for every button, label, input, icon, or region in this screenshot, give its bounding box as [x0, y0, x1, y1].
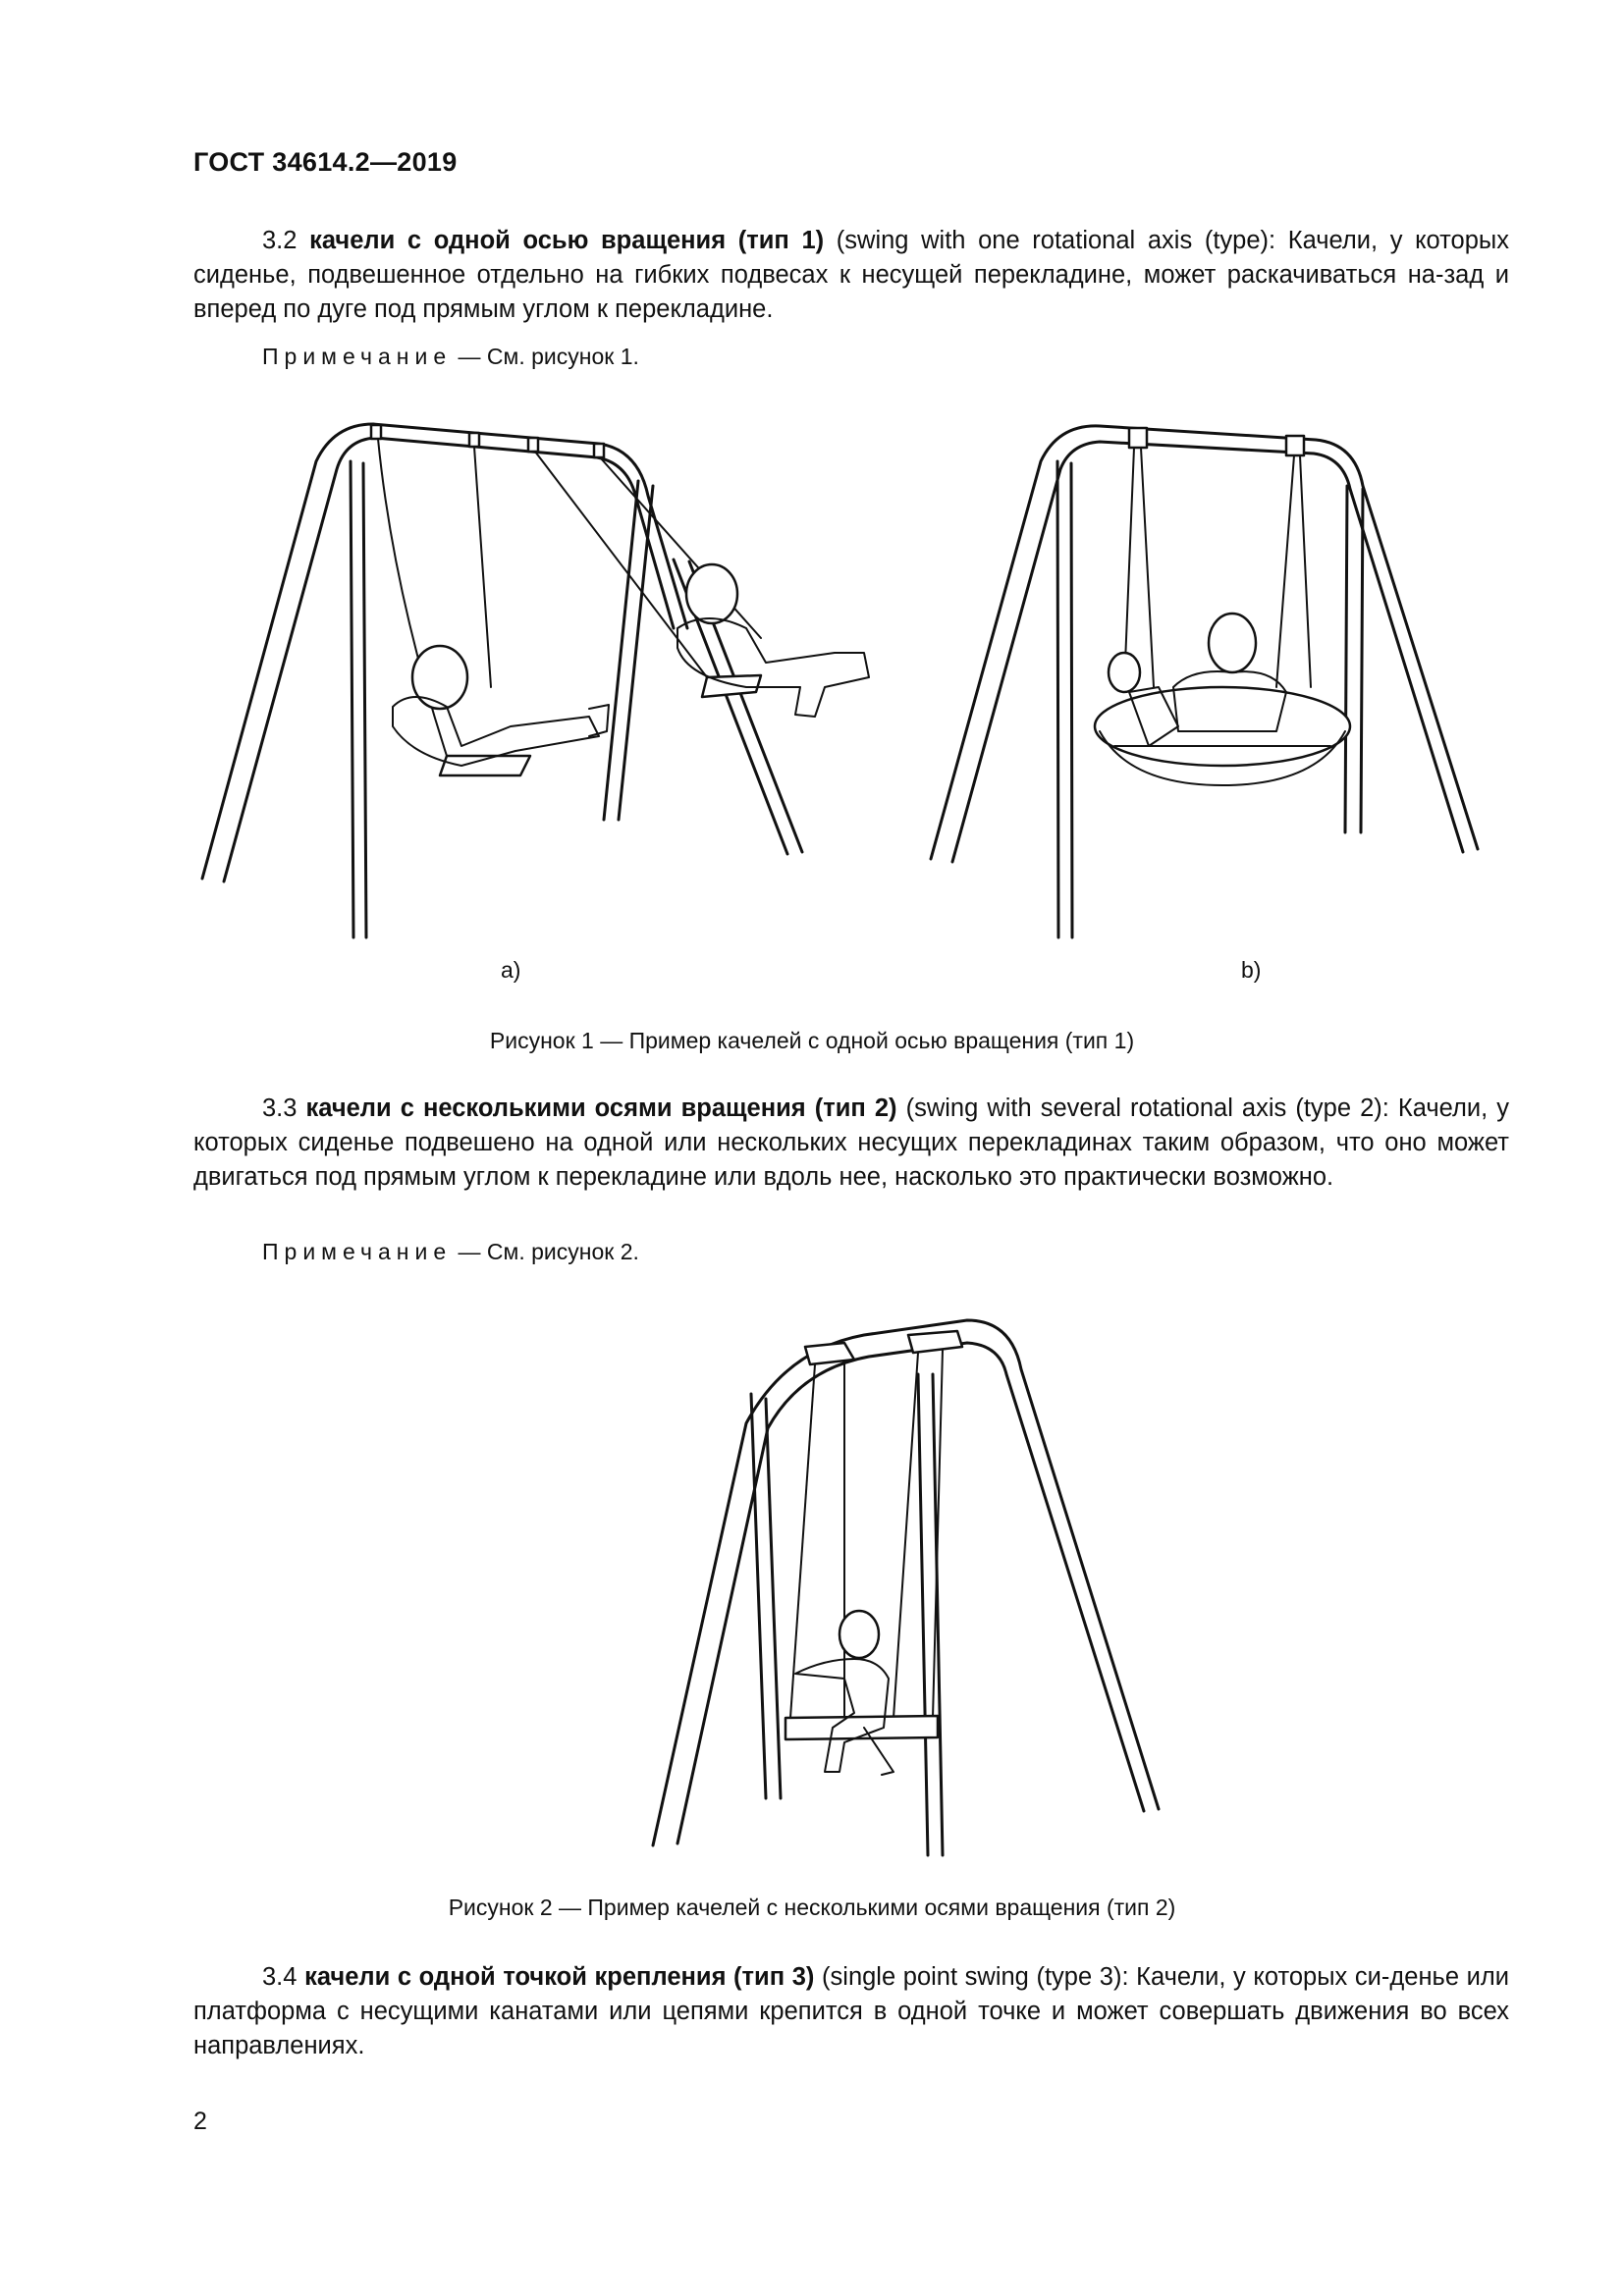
figure-1b-basket-swing-drawing [931, 426, 1478, 937]
definition: (swing with several rotational axis (type 2): Качели, у которых сиденье подвешено на одной или нескольких несущих перекладинах таким образом, что оно может двигаться под прямым углом к перекладине или вдоль нее, насколько это практически возможно. [193, 1095, 1509, 1191]
term: качели с одной осью вращения (тип 1) [309, 227, 825, 254]
note-text: — См. рисунок 1. [458, 344, 639, 369]
figure-2-swing-drawing [653, 1320, 1159, 1855]
note-label: Примечание [262, 1239, 453, 1264]
definition: (swing with one rotational axis (type): Качели, у которых сиденье, подвешенное отдельно на гибких подвесах к несущей перекладине, может раскачиваться на-зад и вперед по дуге под прямым углом к перекладине. [193, 227, 1509, 323]
note-3-3 [262, 1239, 639, 1265]
figure-1b-label: b) [1241, 957, 1262, 983]
page-number: 2 [193, 2108, 207, 2135]
term: качели с несколькими осями вращения (тип 2) [305, 1095, 897, 1122]
section-number: 3.4 [262, 1963, 298, 1991]
note-label: Примечание [262, 344, 453, 369]
figure-1a-swing-drawing [202, 424, 869, 937]
term: качели с одной точкой крепления (тип 3) [304, 1963, 815, 1991]
section-3-4 [193, 1960, 1509, 2063]
section-number: 3.2 [262, 227, 298, 254]
figure-2-caption: Рисунок 2 — Пример качелей с несколькими осями вращения (тип 2) [448, 1895, 1176, 1920]
figure-1a-label: a) [501, 957, 521, 983]
document-header: ГОСТ 34614.2—2019 [193, 147, 458, 177]
note-text: — См. рисунок 2. [458, 1239, 639, 1264]
definition: (single point swing (type 3): Качели, у которых си-денье или платформа с несущими канатами или цепями крепится в одной точке и может совершать движения во всех направлениях. [193, 1963, 1509, 2059]
section-number: 3.3 [262, 1095, 298, 1122]
figure-1-caption: Рисунок 1 — Пример качелей с одной осью вращения (тип 1) [489, 1028, 1135, 1053]
section-3-3 [193, 1092, 1509, 1195]
